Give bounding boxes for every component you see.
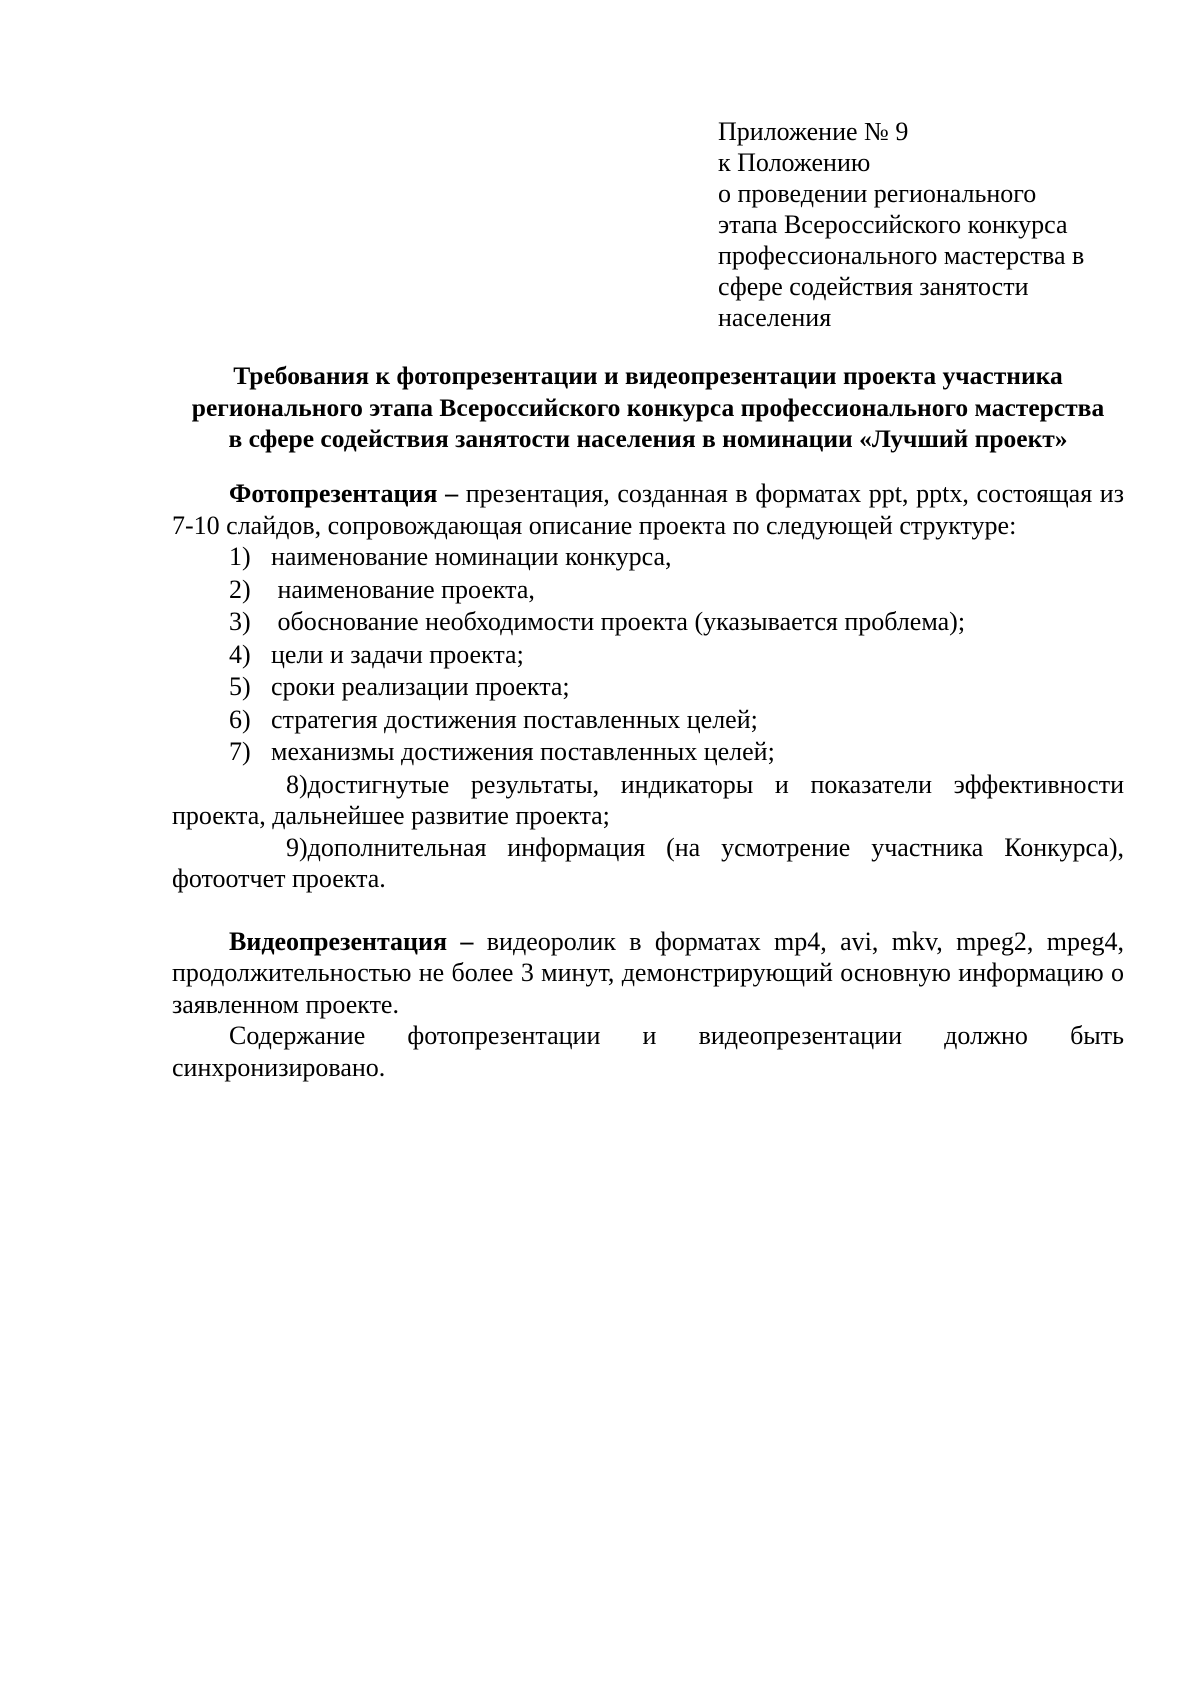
- list-item-text: сроки реализации проекта;: [271, 672, 570, 701]
- annex-line: профессионального мастерства в: [718, 241, 1085, 270]
- list-item-text: достигнутые результаты, индикаторы и показатели эффективности проекта, дальнейшее развитие проекта;: [172, 769, 1124, 830]
- list-item-number: 5): [229, 672, 251, 701]
- list-item: [172, 832, 1124, 895]
- list-item: [172, 541, 1124, 574]
- list-item-number: 3): [229, 607, 251, 636]
- list-item-number: 8): [286, 769, 308, 799]
- video-presentation-term: Видеопрезентация –: [229, 926, 474, 956]
- photo-presentation-text: презентация, созданная в форматах ppt, pptx, состоящая из 7-10 слайдов, сопровождающая описание проекта по следующей структуре:: [172, 479, 1124, 540]
- list-item-number: 4): [229, 639, 251, 669]
- list-item: [172, 704, 1124, 737]
- list-item-number: 1): [229, 542, 251, 571]
- annex-line: сфере содействия занятости: [718, 272, 1029, 301]
- annex-line: этапа Всероссийского конкурса: [718, 210, 1068, 239]
- list-item: [172, 736, 1124, 769]
- list-item-text: механизмы достижения поставленных целей;: [271, 737, 775, 766]
- annex-line: населения: [718, 303, 832, 332]
- list-item-number: 6): [229, 704, 251, 734]
- video-presentation-paragraph: [172, 926, 1124, 1021]
- list-item: [172, 639, 1124, 672]
- list-item-number: 2): [229, 574, 251, 604]
- photo-presentation-paragraph: [172, 478, 1124, 541]
- document-title: [172, 360, 1124, 455]
- photo-structure-list: [172, 541, 1124, 895]
- list-item-number: 7): [229, 737, 251, 766]
- list-item: [172, 671, 1124, 704]
- title-line: Требования к фотопрезентации и видеопрезентации проекта участника: [233, 361, 1063, 390]
- title-line: регионального этапа Всероссийского конкурса профессионального мастерства: [191, 392, 1105, 422]
- paragraph-spacer: [172, 895, 1124, 926]
- title-line: в сфере содействия занятости населения в номинации «Лучший проект»: [228, 424, 1068, 453]
- list-item: [172, 574, 1124, 607]
- annex-line: о проведении регионального: [718, 179, 1037, 208]
- list-item-text: дополнительная информация (на усмотрение участника Конкурса), фотоотчет проекта.: [172, 832, 1124, 893]
- list-item-number: 9): [286, 832, 308, 862]
- list-item-text: наименование проекта,: [271, 574, 535, 604]
- annex-line: Приложение № 9: [718, 117, 909, 146]
- video-presentation-text: видеоролик в форматах mp4, avi, mkv, mpeg2, mpeg4, продолжительностью не более 3 минут, демонстрирующий основную информацию о заявленном проекте.: [172, 926, 1124, 1019]
- closing-paragraph: Содержание фотопрезентации и видеопрезентации должно быть синхронизировано.: [172, 1021, 1124, 1082]
- annex-reference: [718, 116, 1138, 333]
- list-item-text: стратегия достижения поставленных целей;: [271, 704, 758, 734]
- list-item: [172, 606, 1124, 639]
- list-item-text: наименование номинации конкурса,: [271, 542, 672, 571]
- list-item: [172, 769, 1124, 832]
- list-item-text: обоснование необходимости проекта (указывается проблема);: [271, 607, 966, 636]
- annex-line: к Положению: [718, 148, 871, 177]
- document-body: [172, 478, 1124, 1083]
- list-item-text: цели и задачи проекта;: [271, 639, 524, 669]
- photo-presentation-term: Фотопрезентация –: [229, 479, 459, 508]
